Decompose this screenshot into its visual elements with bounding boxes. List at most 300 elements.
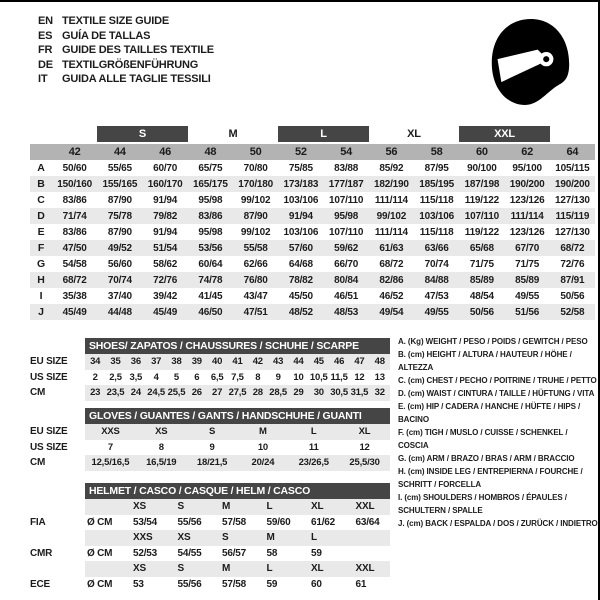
shoes-value-cell: 47 [354, 356, 365, 368]
textile-value-cell: 103/106 [419, 210, 454, 222]
textile-value-cell: 155/165 [102, 178, 138, 190]
textile-value-cell: 50/60 [62, 162, 87, 174]
shoes-value-cell: 2 [92, 371, 98, 383]
textile-value-cell: 68/72 [379, 258, 404, 270]
textile-value-cell: 43/47 [243, 290, 268, 302]
gloves-value-cell: 12,5/16,5 [91, 457, 130, 469]
textile-value-cell: 44/48 [107, 306, 132, 318]
shoes-value-cell: 9 [275, 371, 281, 383]
helmet-value-cell: 56/57 [222, 547, 247, 559]
shoes-value-cell: 35 [110, 356, 121, 368]
textile-value-cell: 182/190 [374, 178, 409, 190]
textile-value-cell: 67/70 [515, 242, 540, 254]
textile-row [30, 160, 595, 176]
band-spacer [30, 126, 97, 142]
helmet-size-row [30, 530, 390, 546]
unit-spacer [85, 499, 123, 515]
shoes-value-cell: 39 [191, 356, 202, 368]
helmet-size-header: XXL [355, 563, 375, 575]
textile-value-cell: 85/89 [469, 274, 494, 286]
standard-label: ECE [30, 578, 50, 590]
textile-value-cell: 47/53 [424, 290, 449, 302]
textile-row [30, 176, 595, 192]
shoes-value-cell: 27 [212, 387, 223, 399]
textile-row [30, 224, 595, 240]
size-band: S [97, 126, 188, 142]
gloves-cells [85, 455, 390, 471]
language-code: ES [38, 29, 53, 42]
column-header: 58 [430, 146, 443, 158]
textile-value-cell: 46/50 [198, 306, 223, 318]
row-letter: J [38, 306, 44, 318]
row-label: EU SIZE [30, 426, 68, 438]
legend-item: I. (cm) SHOULDERS / HOMBROS / ÉPAULES / SCHULTERN / SPALLE [398, 493, 567, 515]
textile-value-cell: 51/56 [515, 306, 540, 318]
shoes-value-cell: 34 [90, 356, 101, 368]
legend-item: G. (cm) ARM / BRAZO / BRAS / ARM / BRACCIO [398, 454, 575, 463]
shoes-value-cell: 31,5 [350, 387, 369, 399]
textile-row [30, 208, 595, 224]
shoes-value-cell: 37 [151, 356, 162, 368]
textile-value-cell: 127/130 [555, 226, 590, 238]
textile-value-cell: 177/187 [328, 178, 364, 190]
helmet-header-bar: HELMET / CASCO / CASQUE / HELM / CASCO [85, 483, 390, 499]
shoes-value-cell: 25,5 [167, 387, 186, 399]
textile-value-cell: 87/90 [107, 194, 132, 206]
textile-value-cell: 65/75 [198, 162, 223, 174]
helmet-value-cell: 58 [266, 547, 278, 559]
helmet-size-header: XS [133, 563, 146, 575]
textile-row [30, 256, 595, 272]
shoes-value-cell: 23 [90, 387, 101, 399]
textile-value-cell: 41/45 [198, 290, 223, 302]
textile-value-cell: 160/170 [147, 178, 183, 190]
textile-value-cell: 48/52 [288, 306, 313, 318]
textile-value-cell: 70/74 [107, 274, 132, 286]
legend-item: E. (cm) HIP / CADERA / HANCHE / HÜFTE / HIPS / BACINO [398, 402, 581, 424]
textile-value-cell: 123/126 [509, 226, 545, 238]
helmet-size-header: S [222, 532, 229, 544]
textile-value-cell: 58/62 [153, 258, 178, 270]
textile-value-cell: 50/56 [560, 290, 585, 302]
gloves-row [30, 440, 390, 456]
row-label: US SIZE [30, 371, 68, 383]
shoes-value-cell: 40 [212, 356, 223, 368]
textile-value-cell: 72/76 [560, 258, 585, 270]
textile-value-cell: 72/76 [153, 274, 178, 286]
language-row [38, 29, 214, 44]
row-letter: E [37, 226, 45, 238]
unit-label: Ø CM [87, 516, 113, 528]
shoes-row [30, 354, 390, 370]
shoes-value-cell: 10,5 [309, 371, 328, 383]
language-code: IT [38, 73, 48, 86]
gloves-value-cell: 8 [158, 441, 164, 453]
textile-size-table [30, 126, 595, 320]
unit-label: Ø CM [87, 547, 113, 559]
size-band: XL [407, 128, 421, 140]
helmet-value-row [30, 515, 390, 531]
shoes-value-cell: 3,5 [129, 371, 143, 383]
helmet-value-cell: 57/58 [222, 578, 247, 590]
shoes-value-cell: 2,5 [109, 371, 122, 383]
shoes-row [30, 385, 390, 401]
column-header: 52 [294, 146, 307, 158]
shoes-value-cell: 26 [191, 387, 202, 399]
size-band: M [228, 128, 238, 140]
textile-value-cell: 107/110 [464, 210, 499, 222]
textile-value-cell: 47/50 [62, 242, 87, 254]
textile-value-cell: 187/198 [464, 178, 500, 190]
helmet-value-cell: 53 [133, 578, 144, 590]
column-header: 42 [68, 146, 81, 158]
textile-value-cell: 71/75 [469, 258, 494, 270]
shoes-cells [85, 385, 390, 401]
gloves-value-cell: 10 [257, 441, 268, 453]
shoes-value-cell: 30 [313, 387, 324, 399]
textile-value-cell: 99/102 [240, 226, 271, 238]
textile-value-cell: 54/58 [62, 258, 87, 270]
language-code: FR [38, 44, 53, 57]
textile-value-cell: 57/60 [288, 242, 313, 254]
unit-spacer [85, 530, 123, 546]
textile-value-cell: 111/114 [374, 226, 408, 238]
textile-value-cell: 87/95 [424, 162, 449, 174]
helmet-size-header: XL [311, 563, 324, 575]
row-letter: H [37, 274, 45, 286]
shoes-rows [30, 354, 390, 401]
helmet-size-header: XXL [355, 501, 375, 513]
column-header: 48 [204, 146, 217, 158]
textile-value-cell: 35/38 [62, 290, 87, 302]
helmet-size-header: S [177, 501, 184, 513]
helmet-table [30, 483, 390, 592]
textile-value-cell: 87/90 [243, 210, 268, 222]
shoes-row [30, 370, 390, 386]
helmet-size-header: XS [177, 532, 191, 544]
row-letter: B [37, 178, 45, 190]
helmet-size-header: M [266, 532, 275, 544]
textile-value-cell: 55/65 [107, 162, 132, 174]
column-header: 64 [566, 146, 579, 158]
legend-item: D. (cm) WAIST / CINTURA / TAILLE / HÜFTUNG / VITA [398, 389, 595, 398]
legend-item: H. (cm) INSIDE LEG / ENTREPIERNA / FOURCHE / SCHRITT / FORCELLA [398, 467, 583, 489]
textile-value-cell: 83/86 [62, 194, 87, 206]
textile-value-cell: 56/60 [107, 258, 132, 270]
legend-item: J. (cm) BACK / ESPALDA / DOS / ZURÜCK / INDIETRO [398, 519, 598, 528]
textile-value-cell: 59/62 [334, 242, 359, 254]
textile-value-cell: 83/88 [334, 162, 359, 174]
language-row [38, 72, 214, 87]
textile-value-cell: 70/74 [424, 258, 449, 270]
textile-value-cell: 71/75 [515, 258, 540, 270]
gloves-value-cell: 20/24 [251, 457, 275, 469]
gloves-row [30, 455, 390, 471]
helmet-value-cells [85, 515, 390, 531]
language-code: EN [38, 15, 53, 28]
shoes-value-cell: 24 [130, 387, 141, 399]
textile-value-cell: 190/200 [509, 178, 545, 190]
textile-value-cell: 50/56 [469, 306, 494, 318]
helmet-size-header: L [311, 532, 317, 544]
textile-value-cell: 127/130 [555, 194, 590, 206]
row-label [30, 561, 85, 577]
textile-value-cell: 87/91 [560, 274, 585, 286]
shoes-cells [85, 354, 390, 370]
shoes-value-cell: 44 [293, 356, 304, 368]
textile-value-cell: 84/88 [424, 274, 449, 286]
helmet-icon [487, 16, 573, 108]
column-header: 44 [113, 146, 126, 158]
helmet-size-header: XL [311, 501, 324, 513]
gloves-value-cell: 23/26,5 [298, 457, 329, 469]
textile-value-cell: 115/118 [419, 194, 454, 206]
helmet-value-cell [346, 546, 391, 562]
textile-row [30, 192, 595, 208]
shoes-value-cell: 24,5 [147, 387, 165, 399]
guide-title: GUIDA ALLE TAGLIE TESSILI [62, 73, 211, 86]
textile-value-cell: 91/94 [288, 210, 313, 222]
size-band: L [278, 126, 369, 142]
row-letter: G [37, 258, 45, 270]
textile-value-cell: 103/106 [283, 194, 319, 206]
language-code: DE [38, 58, 53, 71]
shoes-value-cell: 13 [374, 371, 385, 383]
gloves-value-cell: 12 [359, 441, 370, 453]
textile-value-cell: 37/40 [107, 290, 132, 302]
textile-value-cell: 123/126 [509, 194, 545, 206]
textile-value-cell: 95/98 [198, 194, 223, 206]
shoes-value-cell: 27,5 [228, 387, 247, 399]
shoes-value-cell: 43 [273, 356, 284, 368]
helmet-size-header [346, 530, 391, 546]
textile-value-cell: 63/66 [424, 242, 449, 254]
textile-value-cell: 64/68 [288, 258, 313, 270]
textile-value-cell: 45/50 [288, 290, 313, 302]
helmet-value-cell: 54/55 [177, 547, 202, 559]
textile-value-cell: 47/51 [243, 306, 268, 318]
textile-value-cell: 68/72 [62, 274, 87, 286]
textile-value-cell: 45/49 [62, 306, 87, 318]
shoes-value-cell: 30,5 [330, 387, 348, 399]
shoes-value-cell: 4 [153, 371, 159, 383]
helmet-size-row [30, 561, 390, 577]
helmet-value-cell: 53/54 [133, 516, 158, 528]
shoes-value-cell: 10 [293, 371, 304, 383]
textile-value-cell: 66/70 [334, 258, 359, 270]
legend-item: C. (cm) CHEST / PECHO / POITRINE / TRUHE / PETTO [398, 376, 597, 385]
shoes-value-cell: 6,5 [210, 371, 224, 383]
gloves-value-cell: 11 [308, 441, 319, 453]
textile-value-cell: 60/70 [153, 162, 178, 174]
textile-value-cell: 105/115 [555, 162, 590, 174]
textile-value-cell: 90/100 [467, 162, 497, 174]
gloves-value-cell: XS [155, 426, 168, 438]
textile-value-cell: 115/119 [555, 210, 590, 222]
shoes-value-cell: 42 [252, 356, 263, 368]
textile-value-cell: 61/63 [379, 242, 404, 254]
helmet-value-row [30, 577, 390, 593]
textile-value-cell: 173/183 [283, 178, 319, 190]
helmet-value-cells [85, 546, 390, 562]
textile-value-cell: 48/54 [469, 290, 494, 302]
gloves-header-bar: GLOVES / GUANTES / GANTS / HANDSCHUHE / GUANTI [85, 408, 390, 424]
textile-value-cell: 82/86 [379, 274, 404, 286]
textile-value-cell: 48/53 [334, 306, 359, 318]
helmet-value-cell: 59 [266, 578, 278, 590]
helmet-rows [30, 499, 390, 592]
language-row [38, 43, 214, 58]
helmet-size-cells [85, 499, 390, 515]
guide-title: TEXTILGRÖßENFÜHRUNG [62, 58, 199, 71]
shoes-value-cell: 41 [232, 356, 243, 368]
column-header: 50 [249, 146, 262, 158]
column-header-row [30, 144, 595, 160]
helmet-size-header: M [222, 501, 231, 513]
textile-value-cell: 51/54 [153, 242, 178, 254]
shoes-table [30, 338, 390, 401]
column-header: 60 [475, 146, 488, 158]
textile-value-cell: 83/86 [62, 226, 87, 238]
helmet-size-cells [85, 561, 390, 577]
textile-row [30, 272, 595, 288]
shoes-value-cell: 5 [173, 371, 180, 383]
textile-value-cell: 111/114 [510, 210, 544, 222]
textile-value-cell: 55/58 [243, 242, 268, 254]
helmet-size-header: M [222, 563, 231, 575]
helmet-size-header: L [266, 501, 273, 513]
size-band: XXL [459, 126, 550, 142]
helmet-size-row [30, 499, 390, 515]
shoes-value-cell: 11,5 [330, 371, 348, 383]
helmet-value-row [30, 546, 390, 562]
textile-value-cell: 75/85 [288, 162, 313, 174]
textile-value-cell: 49/55 [515, 290, 540, 302]
standard-label: CMR [30, 547, 53, 559]
row-label: EU SIZE [30, 356, 68, 368]
row-label: US SIZE [30, 441, 68, 453]
size-band-row [30, 126, 595, 142]
textile-value-cell: 170/180 [238, 178, 273, 190]
helmet-value-cell: 60 [311, 578, 322, 590]
textile-value-cell: 103/106 [283, 226, 319, 238]
row-label [30, 530, 85, 546]
standard-label: FIA [30, 516, 46, 528]
shoes-header-bar: SHOES/ ZAPATOS / CHAUSSURES / SCHUHE / SCARPE [85, 338, 390, 354]
gloves-value-cell: 16,5/19 [146, 457, 177, 469]
textile-value-cell: 150/160 [57, 178, 92, 190]
gloves-value-cell: 18/21,5 [196, 457, 228, 469]
column-header: 46 [159, 146, 172, 158]
textile-value-cell: 115/118 [419, 226, 454, 238]
helmet-value-cell: 59 [311, 547, 322, 559]
row-letter: C [37, 194, 45, 206]
textile-value-cell: 46/51 [334, 290, 359, 302]
textile-value-cell: 68/72 [560, 242, 585, 254]
helmet-value-cell: 57/58 [222, 516, 247, 528]
gloves-cells [85, 440, 390, 456]
textile-row [30, 288, 595, 304]
shoes-value-cell: 32 [374, 387, 385, 399]
gloves-row [30, 424, 390, 440]
shoes-value-cell: 48 [374, 356, 385, 368]
helmet-size-cells [85, 530, 390, 546]
textile-value-cell: 83/86 [198, 210, 223, 222]
gloves-value-cell: XL [358, 426, 371, 438]
helmet-value-cells [85, 577, 390, 593]
textile-value-cell: 91/94 [153, 194, 178, 206]
textile-value-cell: 119/122 [464, 194, 499, 206]
column-header: 56 [385, 146, 398, 158]
textile-value-cell: 65/68 [469, 242, 494, 254]
textile-value-cell: 85/89 [515, 274, 540, 286]
gloves-cells [85, 424, 390, 440]
textile-value-cell: 60/64 [198, 258, 223, 270]
row-letter: I [39, 290, 43, 302]
gloves-value-cell: XXS [101, 426, 120, 438]
textile-value-cell: 95/100 [512, 162, 542, 174]
gloves-value-cell: L [310, 426, 317, 438]
band-spacer [550, 126, 595, 142]
textile-value-cell: 78/82 [288, 274, 313, 286]
shoes-value-cell: 6 [194, 371, 200, 383]
gloves-value-cell: 7 [107, 441, 113, 453]
language-row [38, 14, 214, 29]
textile-value-cell: 99/102 [240, 194, 271, 206]
textile-value-cell: 49/52 [107, 242, 132, 254]
textile-value-cell: 46/52 [379, 290, 404, 302]
legend-item: F. (cm) TIGH / MUSLO / CUISSE / SCHENKEL / COSCIA [398, 428, 568, 450]
legend-item: B. (cm) HEIGHT / ALTURA / HAUTEUR / HÖHE / ALTEZZA [398, 350, 572, 372]
textile-value-cell: 185/195 [419, 178, 454, 190]
row-label [30, 499, 85, 515]
textile-value-cell: 107/110 [329, 194, 364, 206]
textile-value-cell: 95/98 [198, 226, 223, 238]
textile-value-cell: 52/58 [560, 306, 585, 318]
unit-spacer [85, 561, 123, 577]
textile-value-cell: 39/42 [153, 290, 178, 302]
helmet-value-cell: 59/60 [266, 516, 291, 528]
textile-value-cell: 190/200 [555, 178, 590, 190]
helmet-size-header: S [177, 563, 184, 575]
textile-value-cell: 75/78 [107, 210, 132, 222]
helmet-size-header: XXS [133, 532, 153, 544]
shoes-value-cell: 23,5 [106, 387, 125, 399]
shoes-value-cell: 29 [293, 387, 304, 399]
helmet-value-cell: 63/64 [355, 516, 380, 528]
guide-title: GUÍA DE TALLAS [62, 29, 151, 42]
shoes-cells [85, 370, 390, 386]
textile-value-cell: 80/84 [334, 274, 359, 286]
legend-item: A. (Kg) WEIGHT / PESO / POIDS / GEWITCH / PESO [398, 337, 588, 346]
textile-value-cell: 91/94 [153, 226, 178, 238]
helmet-value-cell: 52/53 [133, 547, 158, 559]
gloves-rows [30, 424, 390, 471]
guide-title: GUIDE DES TAILLES TEXTILE [62, 44, 214, 57]
column-header: 54 [340, 146, 353, 158]
textile-value-cell: 71/74 [62, 210, 87, 222]
textile-value-cell: 45/49 [153, 306, 178, 318]
row-letter: A [37, 162, 45, 174]
textile-value-cell: 79/82 [153, 210, 178, 222]
helmet-size-header: L [266, 563, 273, 575]
shoes-value-cell: 28,5 [269, 387, 287, 399]
row-letter: F [37, 242, 45, 254]
textile-value-cell: 107/110 [329, 226, 364, 238]
shoes-value-cell: 36 [130, 356, 141, 368]
helmet-value-cell: 55/56 [177, 516, 202, 528]
textile-value-cell: 111/114 [374, 194, 408, 206]
